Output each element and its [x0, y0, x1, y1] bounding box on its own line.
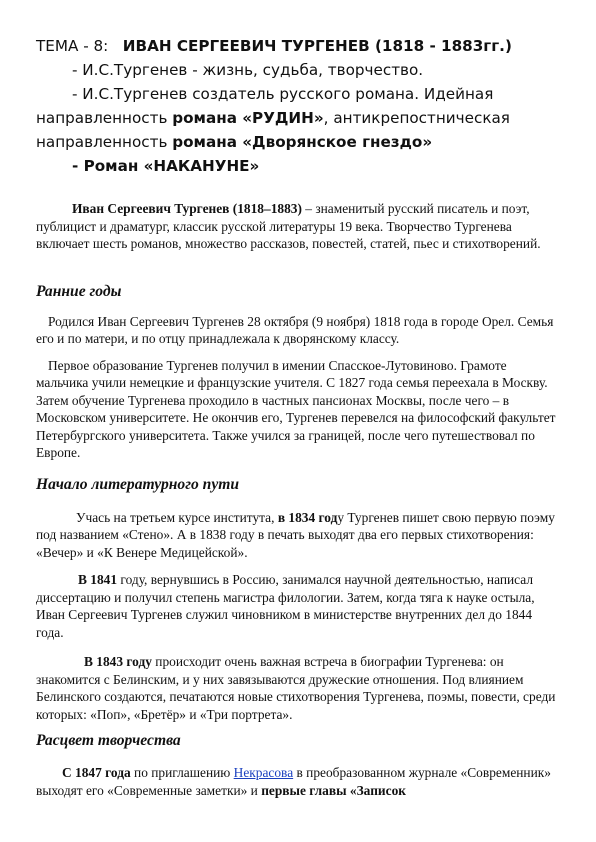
outline-text: направленность [36, 109, 173, 127]
outline-text: , антикрепостническая [323, 109, 510, 127]
paragraph-1834 [36, 509, 558, 562]
paragraph-education: Первое образование Тургенев получил в имении Спасское-Лутовиново. Грамоте мальчика учили немецкие и французские учителя. С 1827 года семья переехала в Москву. Затем обучение Тургенева проходило в частных пансионах Москвы, после чего – в Московском университете. Не окончив его, Тургенев перевелся на философский факультет Петербургского университета. Также учился за границей, после чего путешествовал по Европе. [36, 357, 556, 460]
outline-item-1: - И.С.Тургенев - жизнь, судьба, творчество. [72, 61, 424, 79]
section-heading-literary-start: Начало литературного пути [36, 475, 240, 493]
bold-run: С 1847 года [62, 765, 131, 780]
intro-text: – знаменитый русский писатель и поэт, публицист и драматург, классик русской литературы 19 века. Творчество Тургенева включает шесть романов, множество рассказов, повестей, статей, пьес и стихотворений. [36, 201, 541, 251]
outline-item-3 [36, 154, 558, 178]
bold-run: В 1843 году [84, 654, 152, 669]
bold-run: первые главы «Записок [261, 782, 406, 798]
outline-item-2-cont [36, 106, 558, 130]
paragraph-1843 [36, 653, 558, 723]
outline-bold-nakanune: - Роман «НАКАНУНЕ» [72, 157, 260, 175]
outline-bold-gnezdo: романа «Дворянское гнездо» [172, 133, 433, 151]
text-run: Учась на третьем курсе института, [76, 509, 278, 525]
paragraph-1847 [36, 764, 558, 799]
outline-text: направленность [36, 133, 173, 151]
intro-paragraph [36, 200, 558, 253]
section-heading-early-years: Ранние годы [36, 282, 122, 300]
bold-run: В 1841 [78, 572, 118, 587]
text-run: в преобразованном журнале «Современник» выходят его «Современные заметки» и [36, 765, 551, 798]
paragraph-1841 [36, 571, 558, 641]
bold-run: в 1834 год [277, 509, 338, 525]
section-heading-flourishing: Расцвет творчества [36, 732, 181, 749]
topic-title [36, 34, 558, 58]
text-run: происходит очень важная встреча в биографии Тургенева: он знакомится с Белинским, и у них завязываются дружеские отношения. Под влиянием Белинского создаются, печатаются новые стихотворения Тургенева, поэмы, повести, среди которых: «Поп», «Бретёр» и «Три портрета». [36, 654, 556, 722]
text-run: по приглашению [130, 765, 234, 780]
outline-item-2-cont2 [36, 130, 558, 154]
document-page [36, 34, 558, 799]
outline-bold-rudin: романа «РУДИН» [172, 109, 324, 127]
text-run: году, вернувшись в Россию, занимался научной деятельностью, написал диссертацию и получил степень магистра филологии. Затем, когда тяга к науке остыла, Иван Сергеевич Тургенев служил чиновником в министерстве внутренних дел до 1844 года. [36, 572, 535, 640]
topic-number: ТЕМА - 8: [36, 37, 109, 55]
paragraph-birth: Родился Иван Сергеевич Тургенев 28 октября (9 ноября) 1818 года в городе Орел. Семья его и по матери, и по отцу принадлежала к дворянскому классу. [36, 313, 554, 346]
text-run: у Тургенев пишет свою первую поэму под названием «Стено». А в 1838 году в печать выходят два его первых стихотворения: «Вечер» и «К Венере Медицейской». [36, 509, 555, 560]
intro-bold: Иван Сергеевич Тургенев (1818–1883) [72, 201, 302, 216]
author-name-heading: ИВАН СЕРГЕЕВИЧ ТУРГЕНЕВ (1818 - 1883гг.) [122, 37, 512, 55]
outline-item-2: - И.С.Тургенев создатель русского романа. Идейная [72, 85, 494, 103]
nekrasov-link[interactable]: Некрасова [233, 765, 294, 780]
